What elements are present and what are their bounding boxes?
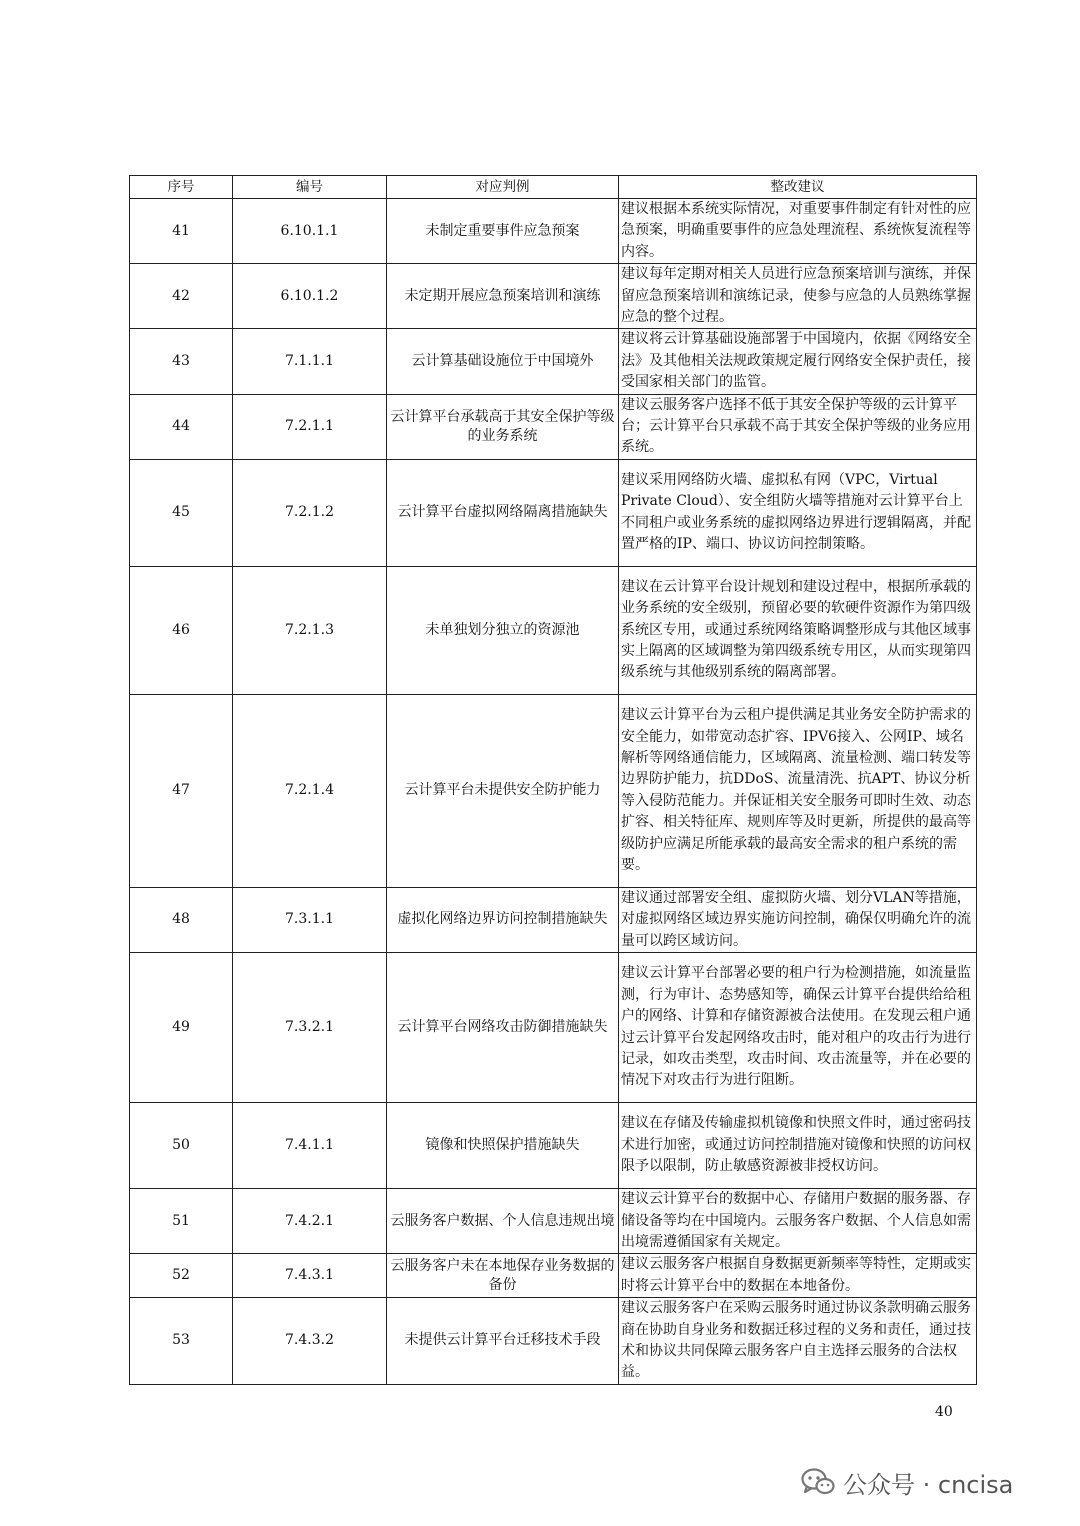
cell-case: 虚拟化网络边界访问控制措施缺失 xyxy=(387,887,619,952)
cell-code: 7.2.1.3 xyxy=(233,566,387,694)
cell-advice: 建议云计算平台部署必要的租户行为检测措施，如流量监测，行为审计、态势感知等，确保云计算平台提供给给租户的网络、计算和存储资源被合法使用。在发现云租户通过云计算平台发起网络攻击时，能对租户的攻击行为进行记录，如攻击类型，攻击时间、攻击流量等，并在必要的情况下对攻击行为进行阻断。 xyxy=(619,953,977,1103)
watermark-text: 公众号 · cncisa xyxy=(843,1470,1014,1499)
cell-advice: 建议云服务客户在采购云服务时通过协议条款明确云服务商在协助自身业务和数据迁移过程的义务和责任，通过技术和协议共同保障云服务客户自主选择云服务的合法权益。 xyxy=(619,1298,977,1385)
cell-advice: 建议将云计算基础设施部署于中国境内，依据《网络安全法》及其他相关法规政策规定履行网络安全保护责任，接受国家相关部门的监管。 xyxy=(619,329,977,394)
table-row xyxy=(130,459,977,566)
cell-advice: 建议根据本系统实际情况，对重要事件制定有针对性的应急预案，明确重要事件的应急处理流程、系统恢复流程等内容。 xyxy=(619,199,977,264)
cell-advice: 建议通过部署安全组、虚拟防火墙、划分VLAN等措施，对虚拟网络区域边界实施访问控制，确保仅明确允许的流量可以跨区域访问。 xyxy=(619,887,977,952)
cell-code: 6.10.1.2 xyxy=(233,264,387,329)
cell-case: 云计算平台网络攻击防御措施缺失 xyxy=(387,953,619,1103)
cell-code: 7.4.2.1 xyxy=(233,1189,387,1254)
cell-advice: 建议云服务客户选择不低于其安全保护等级的云计算平台；云计算平台只承载不高于其安全保护等级的业务应用系统。 xyxy=(619,394,977,459)
table-row xyxy=(130,394,977,459)
cell-serial: 42 xyxy=(130,264,233,329)
cell-serial: 48 xyxy=(130,887,233,952)
cell-serial: 50 xyxy=(130,1103,233,1189)
cell-case: 云服务客户数据、个人信息违规出境 xyxy=(387,1189,619,1254)
cell-serial: 47 xyxy=(130,694,233,887)
cell-code: 7.4.1.1 xyxy=(233,1103,387,1189)
table-header-row xyxy=(130,176,977,199)
cell-code: 7.2.1.2 xyxy=(233,459,387,566)
table-row xyxy=(130,1298,977,1385)
table-row xyxy=(130,329,977,394)
cell-advice: 建议每年定期对相关人员进行应急预案培训与演练，并保留应急预案培训和演练记录，使参与应急的人员熟练掌握应急的整个过程。 xyxy=(619,264,977,329)
table-row xyxy=(130,953,977,1103)
cell-case: 云计算基础设施位于中国境外 xyxy=(387,329,619,394)
cell-case: 未制定重要事件应急预案 xyxy=(387,199,619,264)
table-row xyxy=(130,1103,977,1189)
cell-case: 云计算平台承载高于其安全保护等级的业务系统 xyxy=(387,394,619,459)
cell-case: 云计算平台未提供安全防护能力 xyxy=(387,694,619,887)
cell-serial: 41 xyxy=(130,199,233,264)
header-code: 编号 xyxy=(233,176,387,199)
table-row xyxy=(130,1254,977,1298)
table-row xyxy=(130,264,977,329)
table-row xyxy=(130,199,977,264)
cell-advice: 建议云计算平台为云租户提供满足其业务安全防护需求的安全能力，如带宽动态扩容、IPV6接入、公网IP、域名解析等网络通信能力，区域隔离、流量检测、端口转发等边界防护能力，抗DDoS、流量清洗、抗APT、协议分析等入侵防范能力。并保证相关安全服务可即时生效、动态扩容、相关特征库、规则库等及时更新，所提供的最高等级防护应满足所能承载的最高安全需求的租户系统的需要。 xyxy=(619,694,977,887)
cell-code: 6.10.1.1 xyxy=(233,199,387,264)
cell-serial: 43 xyxy=(130,329,233,394)
cell-code: 7.3.1.1 xyxy=(233,887,387,952)
remediation-table xyxy=(129,175,977,1385)
cell-advice: 建议云服务客户根据自身数据更新频率等特性，定期或实时将云计算平台中的数据在本地备份。 xyxy=(619,1254,977,1298)
header-serial: 序号 xyxy=(130,176,233,199)
cell-case: 云服务客户未在本地保存业务数据的备份 xyxy=(387,1254,619,1298)
table-row xyxy=(130,887,977,952)
cell-advice: 建议云计算平台的数据中心、存储用户数据的服务器、存储设备等均在中国境内。云服务客户数据、个人信息如需出境需遵循国家有关规定。 xyxy=(619,1189,977,1254)
cell-advice: 建议采用网络防火墙、虚拟私有网（VPC，Virtual Private Cloud）、安全组防火墙等措施对云计算平台上不同租户或业务系统的虚拟网络边界进行逻辑隔离，并配置严格的IP、端口、协议访问控制策略。 xyxy=(619,459,977,566)
page-number: 40 xyxy=(935,1404,953,1420)
cell-code: 7.4.3.2 xyxy=(233,1298,387,1385)
table-row xyxy=(130,566,977,694)
table-row xyxy=(130,1189,977,1254)
cell-code: 7.4.3.1 xyxy=(233,1254,387,1298)
cell-case: 未单独划分独立的资源池 xyxy=(387,566,619,694)
cell-serial: 53 xyxy=(130,1298,233,1385)
cell-serial: 51 xyxy=(130,1189,233,1254)
cell-advice: 建议在存储及传输虚拟机镜像和快照文件时，通过密码技术进行加密，或通过访问控制措施对镜像和快照的访问权限予以限制，防止敏感资源被非授权访问。 xyxy=(619,1103,977,1189)
cell-code: 7.3.2.1 xyxy=(233,953,387,1103)
cell-code: 7.2.1.4 xyxy=(233,694,387,887)
cell-serial: 45 xyxy=(130,459,233,566)
cell-case: 镜像和快照保护措施缺失 xyxy=(387,1103,619,1189)
wechat-icon xyxy=(801,1467,835,1497)
cell-serial: 44 xyxy=(130,394,233,459)
watermark xyxy=(801,1462,1013,1502)
cell-serial: 49 xyxy=(130,953,233,1103)
cell-serial: 46 xyxy=(130,566,233,694)
cell-advice: 建议在云计算平台设计规划和建设过程中，根据所承载的业务系统的安全级别，预留必要的软硬件资源作为第四级系统区专用，或通过系统网络策略调整形成与其他区域事实上隔离的区域调整为第四级系统专用区，从而实现第四级系统与其他级别系统的隔离部署。 xyxy=(619,566,977,694)
cell-code: 7.1.1.1 xyxy=(233,329,387,394)
table-row xyxy=(130,694,977,887)
cell-case: 云计算平台虚拟网络隔离措施缺失 xyxy=(387,459,619,566)
header-case: 对应判例 xyxy=(387,176,619,199)
header-advice: 整改建议 xyxy=(619,176,977,199)
cell-case: 未定期开展应急预案培训和演练 xyxy=(387,264,619,329)
cell-serial: 52 xyxy=(130,1254,233,1298)
cell-code: 7.2.1.1 xyxy=(233,394,387,459)
cell-case: 未提供云计算平台迁移技术手段 xyxy=(387,1298,619,1385)
